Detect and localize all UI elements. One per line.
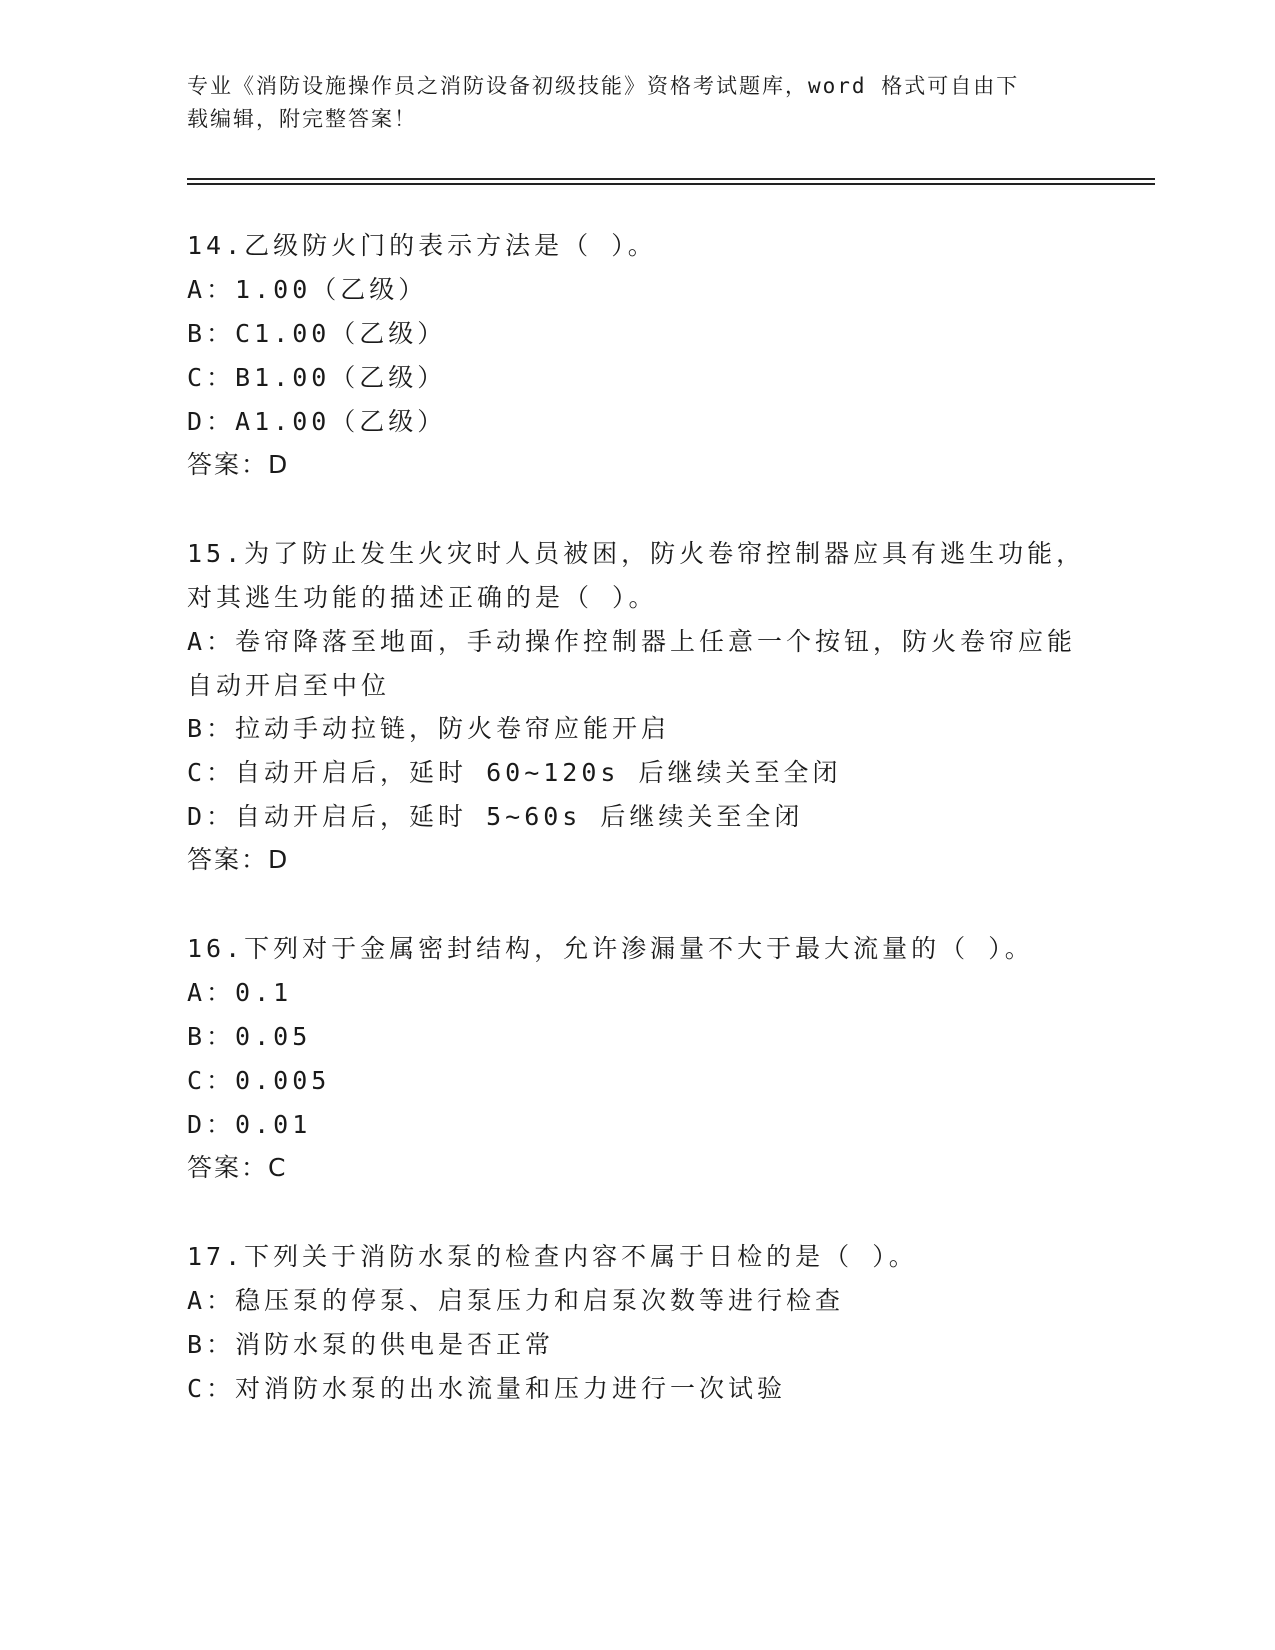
question-15-answer: 答案：D: [187, 845, 290, 874]
question-17-option-c: C：对消防水泵的出水流量和压力进行一次试验: [187, 1374, 787, 1403]
question-15-option-a-line-1: A：卷帘降落至地面，手动操作控制器上任意一个按钮，防火卷帘应能: [187, 627, 1077, 656]
header-line-2: 载编辑，附完整答案！: [187, 107, 417, 131]
question-14-option-b: B：C1.00（乙级）: [187, 319, 447, 348]
question-15-option-a-line-2: 自动开启至中位: [187, 671, 391, 700]
question-16-option-b: B：0.05: [187, 1022, 312, 1051]
header-divider-top: [187, 178, 1155, 180]
question-17-option-b: B：消防水泵的供电是否正常: [187, 1330, 555, 1359]
question-15-title-line-1: 15.为了防止发生火灾时人员被困，防火卷帘控制器应具有逃生功能，: [187, 539, 1086, 568]
question-17-title: 17.下列关于消防水泵的检查内容不属于日检的是（ ）。: [187, 1242, 918, 1271]
question-14-option-d: D：A1.00（乙级）: [187, 407, 447, 436]
question-15-option-b: B：拉动手动拉链，防火卷帘应能开启: [187, 714, 671, 743]
question-16-option-d: D：0.01: [187, 1110, 312, 1139]
header-line-1: 专业《消防设施操作员之消防设备初级技能》资格考试题库，word 格式可自由下: [187, 74, 1020, 98]
question-15-option-d: D：自动开启后，延时 5~60s 后继续关至全闭: [187, 802, 804, 831]
question-16-title: 16.下列对于金属密封结构，允许渗漏量不大于最大流量的（ ）。: [187, 934, 1034, 963]
question-15-option-c: C：自动开启后，延时 60~120s 后继续关至全闭: [187, 758, 842, 787]
question-16-answer: 答案：C: [187, 1153, 288, 1182]
question-14-answer: 答案：D: [187, 450, 290, 479]
question-17-option-a: A：稳压泵的停泵、启泵压力和启泵次数等进行检查: [187, 1286, 845, 1315]
question-14-option-c: C：B1.00（乙级）: [187, 363, 447, 392]
question-16-option-a: A：0.1: [187, 978, 293, 1007]
question-15-title-line-2: 对其逃生功能的描述正确的是（ ）。: [187, 583, 658, 612]
question-14-option-a: A：1.00（乙级）: [187, 275, 428, 304]
question-16-option-c: C：0.005: [187, 1066, 331, 1095]
document-header: [187, 70, 1087, 136]
header-divider-bottom: [187, 183, 1155, 185]
question-14-title: 14.乙级防火门的表示方法是（ ）。: [187, 231, 657, 260]
